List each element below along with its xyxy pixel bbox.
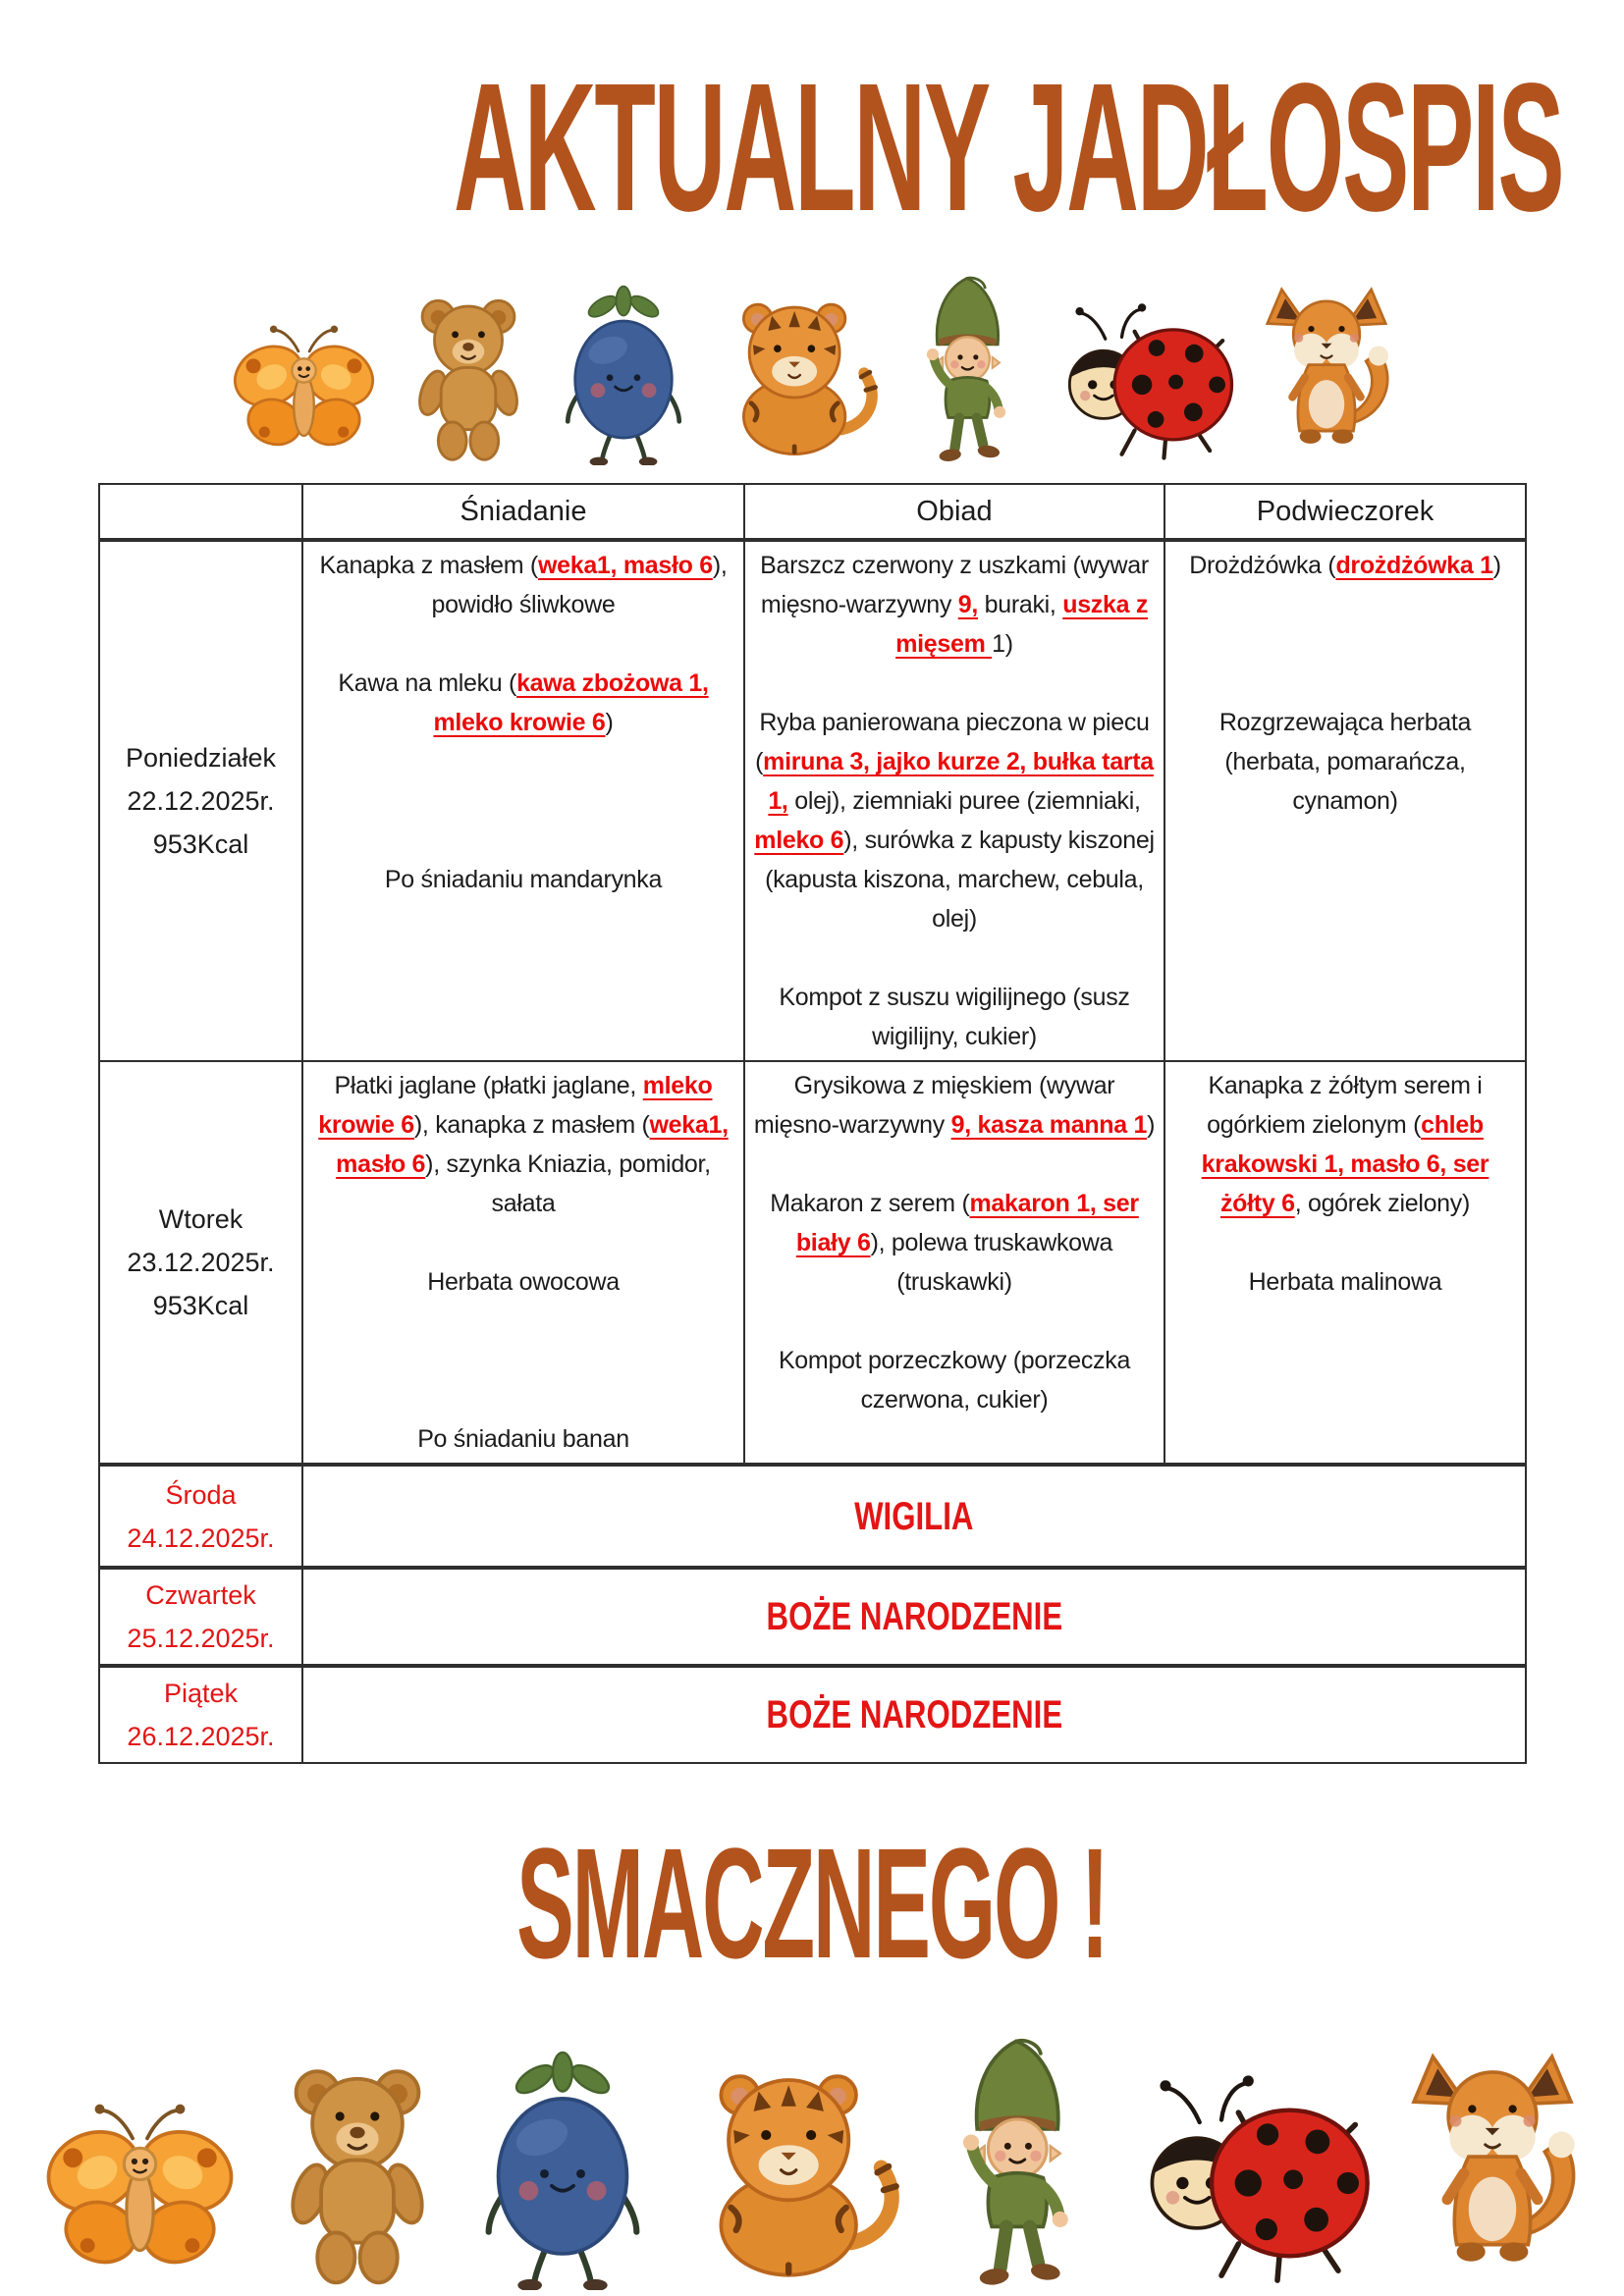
- corner-cell: [99, 484, 302, 540]
- fox-icon: [1255, 277, 1398, 465]
- menu-text-block: Kanapka z żółtym serem i ogórkiem zielonym (chleb krakowski 1, masło 6, ser żółty 6, ogórek zielony): [1201, 1072, 1489, 1217]
- footer-title-wrap: [0, 1764, 1624, 1992]
- blank-line: [751, 1302, 1158, 1341]
- day-label-cell: [99, 1465, 302, 1568]
- menu-table-head: [99, 484, 1526, 540]
- menu-text-block: Grysikowa z mięskiem (wywar mięsno-warzywny 9, kasza manna 1): [753, 1072, 1156, 1139]
- column-header-obiad: Obiad: [744, 484, 1164, 540]
- day-label-line: Czwartek: [145, 1580, 256, 1610]
- animal-illustrations-bottom: [0, 2025, 1624, 2290]
- elf-icon: [902, 273, 1031, 465]
- column-header-podwieczorek: Podwieczorek: [1164, 484, 1526, 540]
- day-label-line: Środa: [165, 1479, 237, 1510]
- blank-line: [751, 938, 1158, 978]
- day-label-cell: [99, 540, 302, 1061]
- meal-cell-sniadanie: [302, 540, 744, 1061]
- blank-line: [309, 821, 737, 860]
- holiday-cell: [302, 1666, 1526, 1763]
- ladybug-icon: [1047, 300, 1239, 465]
- holiday-cell: [302, 1568, 1526, 1666]
- allergen-highlight: kawa zbożowa 1, mleko krowie 6: [433, 669, 709, 736]
- day-row-2: [99, 1465, 1526, 1568]
- menu-text-block: Po śniadaniu mandarynka: [384, 866, 663, 893]
- menu-text-block: Herbata owocowa: [427, 1268, 620, 1296]
- blank-line: [751, 1145, 1158, 1184]
- allergen-highlight: uszka z mięsem: [895, 591, 1149, 658]
- day-label-cell: [99, 1666, 302, 1763]
- blank-line: [1171, 664, 1519, 703]
- blank-line: [751, 664, 1158, 703]
- blank-line: [309, 1302, 737, 1341]
- menu-text-block: Barszcz czerwony z uszkami (wywar mięsno-warzywny 9, buraki, uszka z mięsem 1): [760, 552, 1149, 658]
- day-label-line: 22.12.2025r.: [127, 786, 275, 816]
- holiday-label: WIGILIA: [854, 1494, 974, 1538]
- page-title-wrap: [0, 0, 1624, 253]
- bear-icon: [398, 287, 539, 465]
- tiger-icon: [674, 2053, 911, 2290]
- day-row-4: [99, 1666, 1526, 1763]
- elf-icon: [931, 2034, 1102, 2290]
- allergen-highlight: 9, kasza manna 1: [950, 1111, 1148, 1139]
- butterfly-icon: [226, 318, 382, 465]
- bear-icon: [263, 2053, 452, 2290]
- menu-text-block: Kompot porzeczkowy (porzeczka czerwona, cukier): [778, 1347, 1131, 1414]
- blank-line: [309, 1341, 737, 1380]
- menu-text-block: Kompot z suszu wigilijnego (susz wigilijny, cukier): [779, 984, 1130, 1050]
- allergen-highlight: chleb krakowski 1, masło 6, ser żółty 6: [1201, 1111, 1489, 1217]
- menu-table: [98, 483, 1527, 1764]
- day-row-1: [99, 1061, 1526, 1465]
- menu-text-block: Rozgrzewająca herbata (herbata, pomarańcza, cynamon): [1218, 709, 1472, 815]
- allergen-highlight: mleko 6: [754, 827, 844, 854]
- day-label-line: Poniedziałek: [125, 743, 277, 773]
- holiday-cell: [302, 1465, 1526, 1568]
- menu-text-block: Ryba panierowana pieczona w piecu (miruna 3, jajko kurze 2, bułka tarta 1, olej), ziemniaki puree (ziemniaki, mleko 6), surówka z kapusty kiszonej (kapusta kiszona, marchew, cebula, olej): [754, 709, 1155, 933]
- butterfly-icon: [36, 2094, 244, 2290]
- allergen-highlight: miruna 3, jajko kurze 2, bułka tarta 1,: [763, 748, 1154, 815]
- day-label-cell: [99, 1568, 302, 1666]
- blank-line: [309, 624, 737, 664]
- blueberry-icon: [555, 283, 692, 465]
- day-label-line: 25.12.2025r.: [127, 1624, 275, 1653]
- day-label-cell: [99, 1061, 302, 1465]
- day-label-line: Wtorek: [158, 1204, 244, 1234]
- ladybug-icon: [1121, 2071, 1378, 2290]
- allergen-highlight: makaron 1, ser biały 6: [795, 1190, 1139, 1256]
- day-label-line: 23.12.2025r.: [127, 1248, 275, 1277]
- day-label-line: Piątek: [163, 1679, 239, 1708]
- menu-text-block: Drożdżówka (drożdżówka 1): [1189, 552, 1501, 579]
- blank-line: [309, 1380, 737, 1419]
- day-label-line: 24.12.2025r.: [127, 1522, 275, 1553]
- day-row-0: [99, 540, 1526, 1061]
- page-title: AKTUALNY JADŁOSPIS: [454, 46, 1563, 249]
- animal-illustrations-top: [0, 269, 1624, 465]
- day-label-line: 26.12.2025r.: [127, 1722, 275, 1751]
- holiday-label: BOŻE NARODZENIE: [766, 1595, 1062, 1638]
- menu-text-block: Herbata malinowa: [1248, 1268, 1442, 1296]
- meal-cell-sniadanie: [302, 1061, 744, 1465]
- meal-cell-podwieczorek: [1164, 540, 1526, 1061]
- menu-table-body: [99, 540, 1526, 1763]
- menu-text-block: Po śniadaniu banan: [417, 1425, 629, 1453]
- header-row: [99, 484, 1526, 540]
- column-header-sniadanie: Śniadanie: [302, 484, 744, 540]
- blank-line: [1171, 1223, 1519, 1262]
- meal-cell-obiad: [744, 540, 1164, 1061]
- holiday-label: BOŻE NARODZENIE: [766, 1693, 1062, 1736]
- allergen-highlight: drożdżówka 1: [1335, 552, 1493, 579]
- meal-cell-obiad: [744, 1061, 1164, 1465]
- menu-text-block: Makaron z serem (makaron 1, ser biały 6), polewa truskawkowa (truskawki): [770, 1190, 1139, 1296]
- footer-title: SMACZNEGO !: [516, 1815, 1108, 1991]
- allergen-highlight: mleko krowie 6: [318, 1072, 713, 1139]
- menu-table-wrap: [98, 483, 1624, 1764]
- allergen-highlight: weka1, masło 6: [537, 552, 713, 579]
- blank-line: [1171, 624, 1519, 664]
- tiger-icon: [708, 287, 887, 465]
- blank-line: [309, 1223, 737, 1262]
- menu-text-block: Kanapka z masłem (weka1, masło 6), powidło śliwkowe: [319, 552, 728, 618]
- allergen-highlight: 9,: [957, 591, 978, 618]
- day-label-line: 953Kcal: [152, 829, 249, 859]
- allergen-highlight: weka1, masło 6: [336, 1111, 729, 1178]
- fox-icon: [1397, 2040, 1588, 2290]
- meal-cell-podwieczorek: [1164, 1061, 1526, 1465]
- blank-line: [309, 781, 737, 821]
- day-label-line: 953Kcal: [152, 1291, 249, 1320]
- day-row-3: [99, 1568, 1526, 1666]
- blank-line: [309, 742, 737, 781]
- blank-line: [1171, 585, 1519, 624]
- menu-text-block: Płatki jaglane (płatki jaglane, mleko krowie 6), kanapka z masłem (weka1, masło 6), szynka Kniazia, pomidor, sałata: [318, 1072, 729, 1217]
- blueberry-icon: [471, 2048, 654, 2290]
- menu-text-block: Kawa na mleku (kawa zbożowa 1, mleko krowie 6): [338, 669, 709, 736]
